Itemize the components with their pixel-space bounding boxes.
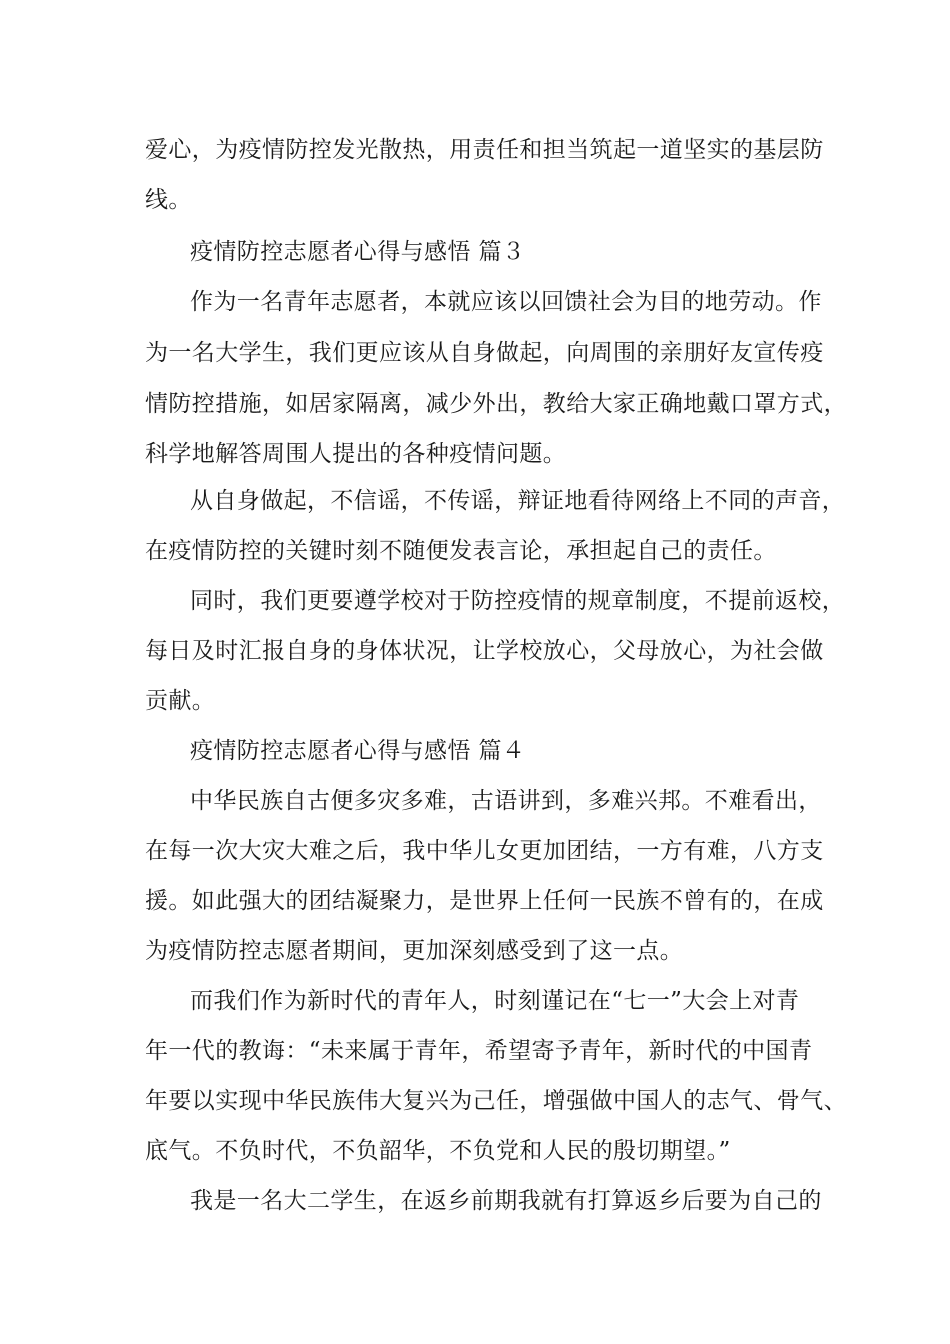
text-line: 中华民族自古便多灾多难，古语讲到，多难兴邦。不难看出，: [190, 788, 822, 814]
text-line: 情防控措施，如居家隔离，减少外出，教给大家正确地戴口罩方式，: [145, 391, 847, 417]
text-line: 爱心，为疫情防控发光散热，用责任和担当筑起一道坚实的基层防: [145, 137, 824, 163]
text-line: 同时，我们更要遵学校对于防控疫情的规章制度，不提前返校，: [190, 588, 846, 614]
text-line: 作为一名青年志愿者，本就应该以回馈社会为目的地劳动。作: [190, 289, 822, 315]
text-line: 底气。不负时代，不负韶华，不负党和人民的殷切期望。”: [145, 1138, 731, 1164]
text-line: 而我们作为新时代的青年人，时刻谨记在“七一”大会上对青: [190, 988, 800, 1014]
text-line: 从自身做起，不信谣，不传谣，辩证地看待网络上不同的声音，: [190, 488, 846, 514]
text-line: 在每一次大灾大难之后，我中华儿女更加团结，一方有难，八方支: [145, 838, 824, 864]
text-line: 我是一名大二学生，在返乡前期我就有打算返乡后要为自己的: [190, 1188, 822, 1214]
text-line: 为一名大学生，我们更应该从自身做起，向周围的亲朋好友宣传疫: [145, 340, 824, 366]
section-heading: 疫情防控志愿者心得与感悟 篇３: [190, 239, 526, 265]
text-line: 年要以实现中华民族伟大复兴为己任，增强做中国人的志气、骨气、: [145, 1088, 847, 1114]
section-heading: 疫情防控志愿者心得与感悟 篇４: [190, 738, 526, 764]
text-line: 每日及时汇报自身的身体状况，让学校放心，父母放心，为社会做: [145, 638, 824, 664]
text-line: 为疫情防控志愿者期间，更加深刻感受到了这一点。: [145, 938, 684, 964]
text-line: 贡献。: [145, 688, 216, 714]
text-line: 援。如此强大的团结凝聚力，是世界上任何一民族不曾有的，在成: [145, 888, 824, 914]
text-line: 在疫情防控的关键时刻不随便发表言论，承担起自己的责任。: [145, 538, 777, 564]
text-line: 线。: [145, 187, 192, 213]
text-line: 年一代的教诲：“未来属于青年，希望寄予青年，新时代的中国青: [145, 1038, 813, 1064]
text-line: 科学地解答周围人提出的各种疫情问题。: [145, 441, 567, 467]
